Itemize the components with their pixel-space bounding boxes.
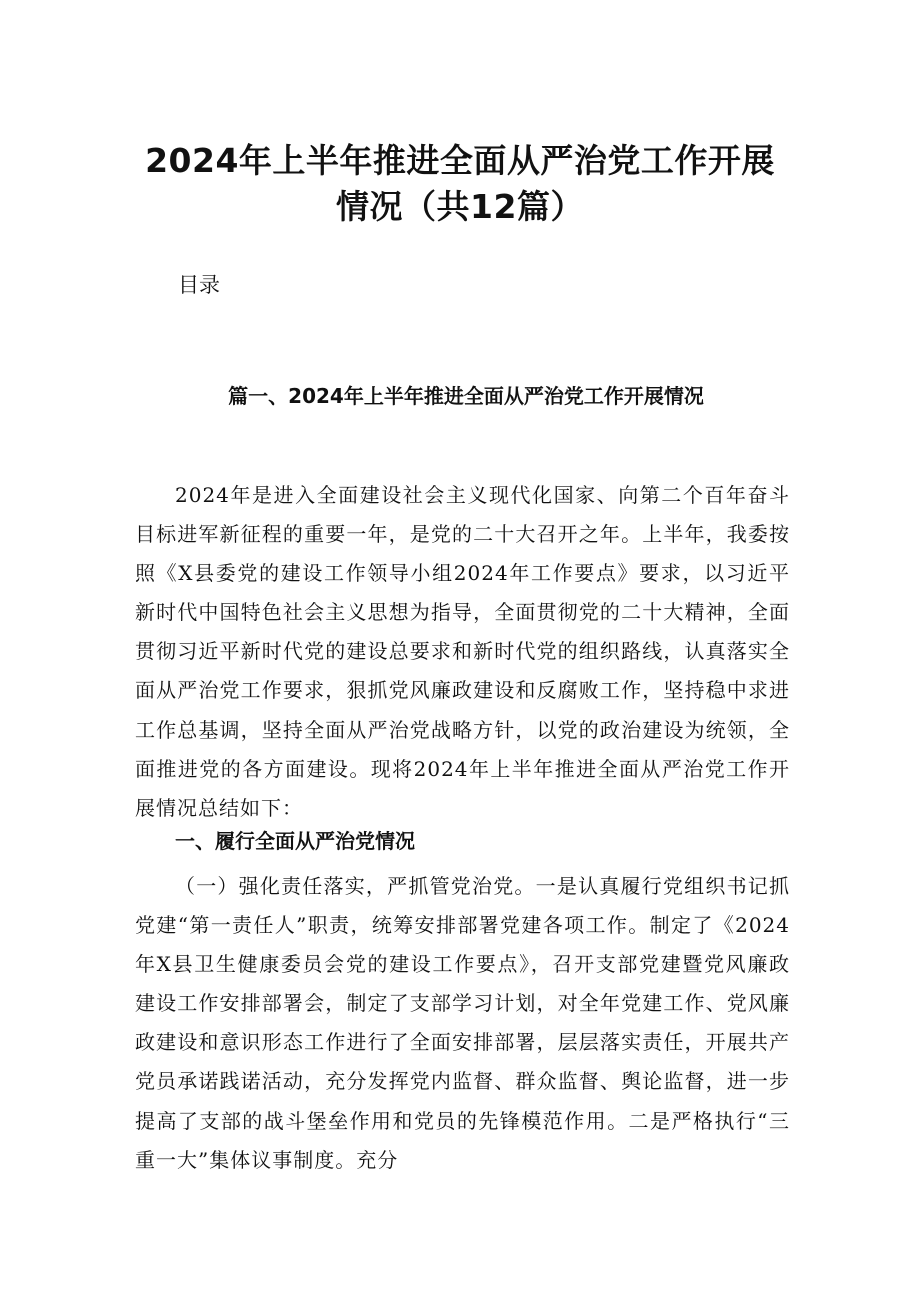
body-paragraph: 2024年是进入全面建设社会主义现代化国家、向第二个百年奋斗目标进军新征程的重要一年，是党的二十大召开之年。上半年，我委按照《X县委党的建设工作领导小组2024年工作要点》要求，以习近平新时代中国特色社会主义思想为指导，全面贯彻党的二十大精神，全面贯彻习近平新时代党的建设总要求和新时代党的组织路线，认真落实全面从严治党工作要求，狠抓党风廉政建设和反腐败工作，坚持稳中求进工作总基调，坚持全面从严治党战略方针，以党的政治建设为统领，全面推进党的各方面建设。现将2024年上半年推进全面从严治党工作开展情况总结如下： [135,483,790,820]
section-heading: 一、履行全面从严治党情况 [175,829,415,853]
document-title-line-2: 情况（共12篇） [336,187,584,226]
document-title [130,138,790,230]
body-paragraph: （一）强化责任落实，严抓管党治党。一是认真履行党组织书记抓党建“第一责任人”职责，统筹安排部署党建各项工作。制定了《2024年X县卫生健康委员会党的建设工作要点》，召开支部党建暨党风廉政建设工作安排部署会，制定了支部学习计划，对全年党建工作、党风廉政建设和意识形态工作进行了全面安排部署，层层落实责任，开展共产党员承诺践诺活动，充分发挥党内监督、群众监督、舆论监督，进一步提高了支部的战斗堡垒作用和党员的先锋模范作用。二是严格执行“三重一大”集体议事制度。充分 [135,874,790,1172]
document-title-line-1: 2024年上半年推进全面从严治党工作开展 [145,141,775,180]
toc-label: 目录 [178,273,220,297]
chapter-title: 篇一、2024年上半年推进全面从严治党工作开展情况 [228,384,704,408]
